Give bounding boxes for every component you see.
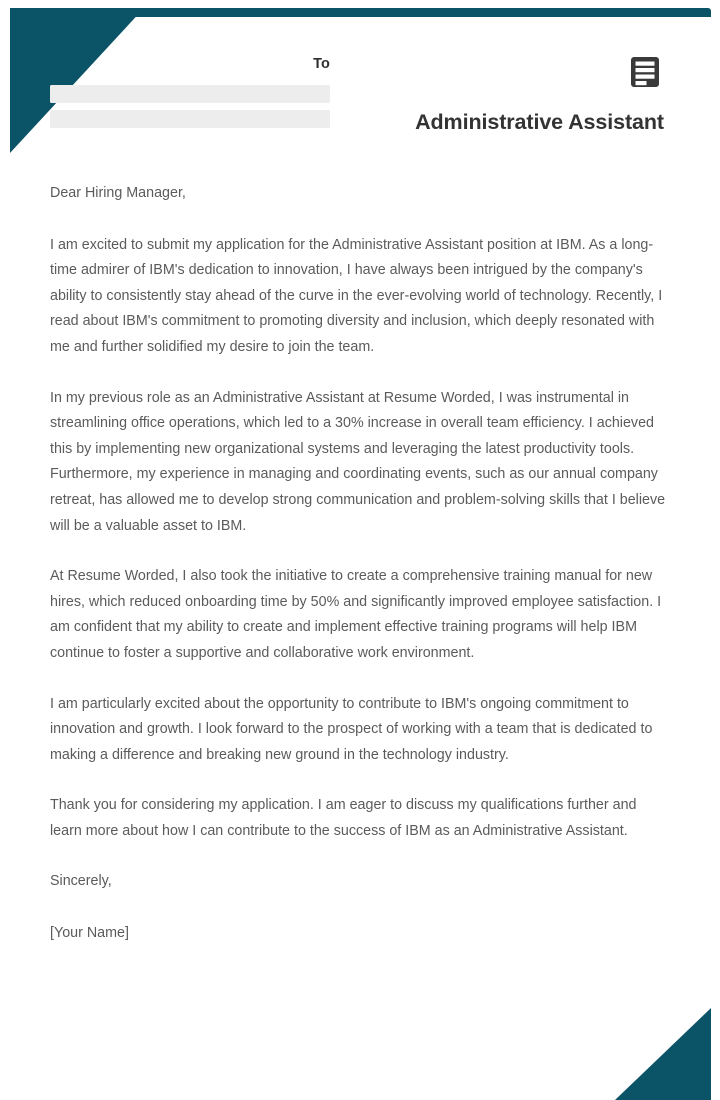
signature-name: [Your Name] [50, 925, 129, 942]
body-paragraph-5: Thank you for considering my application. I am eager to discuss my qualifications further and learn more about how I can contribute to the success of IBM as an Administrative Assistant. [50, 797, 637, 839]
body-paragraph-4: I am particularly excited about the opportunity to contribute to IBM's ongoing commitment to innovation and growth. I look forward to the prospect of working with a team that is dedicated to making a difference and breaking new ground in the technology industry. [50, 695, 653, 763]
letter-header [0, 56, 720, 156]
body-paragraph-1: I am excited to submit my application for the Administrative Assistant position at IBM. As a long-time admirer of IBM's dedication to innovation, I have always been intrigued by the company's ability to consistently stay ahead of the curve in the ever-evolving world of technology. Recently, I read about IBM's commitment to promoting diversity and inclusion, which deeply resonated with me and further solidified my desire to join the team. [50, 236, 663, 355]
title-block [415, 54, 664, 135]
body-paragraph-2: In my previous role as an Administrative Assistant at Resume Worded, I was instrumental in streamlining office operations, which led to a 30% increase in overall team efficiency. I achieved this by implementing new organizational systems and leveraging the latest productivity tools. Furthermore, my experience in managing and coordinating events, such as our annual company retreat, has allowed me to develop strong communication and problem-solving skills that I believe will be a valuable asset to IBM. [50, 389, 666, 534]
document-lines-icon [626, 54, 664, 96]
letter-body [50, 181, 670, 947]
recipient-placeholder-line-1[interactable] [50, 85, 330, 103]
to-label: To [313, 56, 330, 72]
recipient-placeholder-line-2[interactable] [50, 110, 330, 128]
salutation: Dear Hiring Manager, [50, 185, 186, 201]
body-paragraph-3: At Resume Worded, I also took the initiative to create a comprehensive training manual for new hires, which reduced onboarding time by 50% and significantly improved employee satisfaction. I am confident that my ability to create and implement effective training programs will help IBM continue to foster a supportive and collaborative work environment. [50, 568, 662, 661]
closing-salutation: Sincerely, [50, 873, 112, 890]
recipient-block [50, 56, 330, 128]
job-title: Administrative Assistant [415, 110, 664, 134]
accent-corner-bottom-right [615, 1008, 711, 1100]
